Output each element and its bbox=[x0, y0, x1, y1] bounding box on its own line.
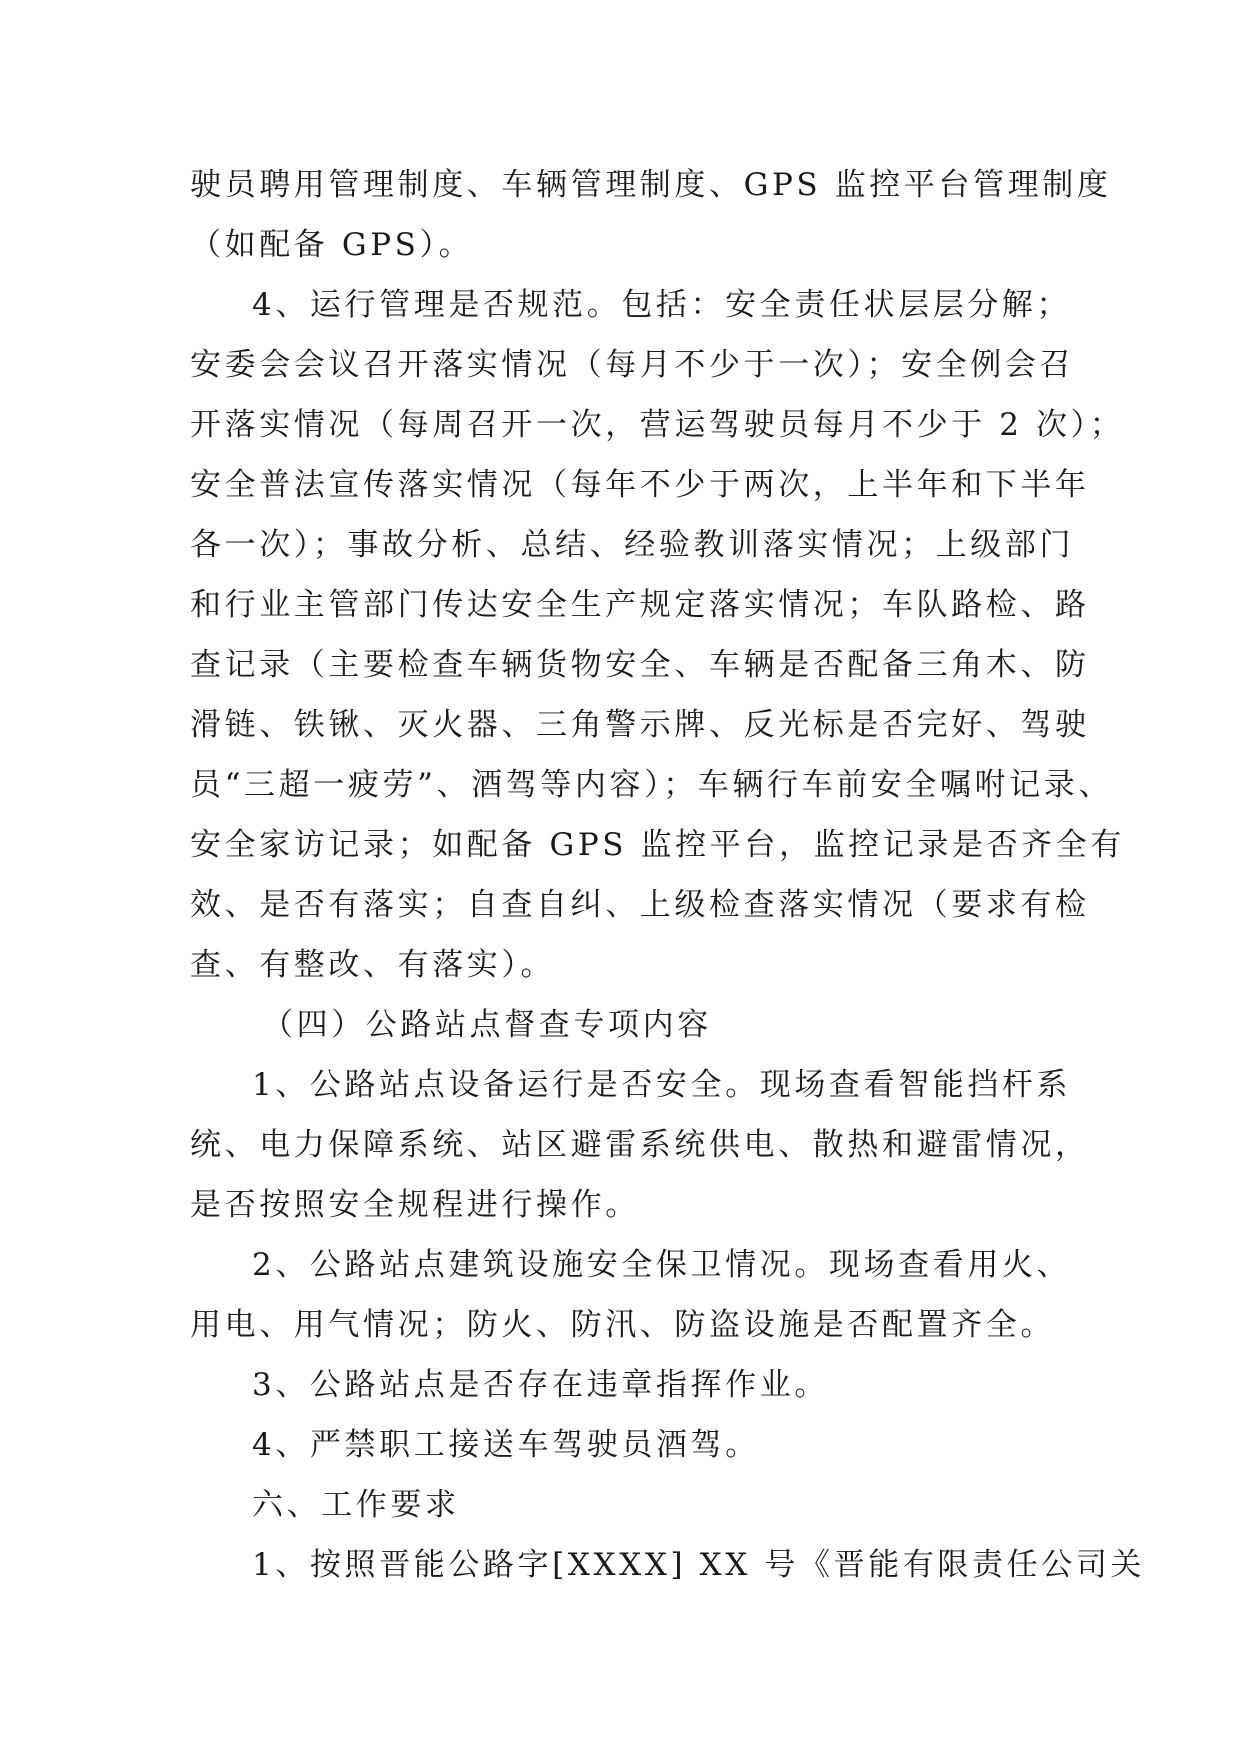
body-text-line: 效、是否有落实；自查自纠、上级检查落实情况（要求有检 bbox=[190, 887, 1090, 923]
body-text-line: 查、有整改、有落实）。 bbox=[190, 947, 556, 983]
body-text-line: 各一次）；事故分析、总结、经验教训落实情况；上级部门 bbox=[190, 527, 1075, 563]
section-heading: （四）公路站点督查专项内容 bbox=[262, 1007, 712, 1043]
body-text-line: 安全家访记录；如配备 GPS 监控平台，监控记录是否齐全有 bbox=[190, 827, 1125, 863]
body-text-line: 开落实情况（每周召开一次，营运驾驶员每月不少于 2 次）； bbox=[190, 407, 1125, 443]
body-text-line: 是否按照安全规程进行操作。 bbox=[190, 1187, 640, 1223]
body-text-line: 员“三超一疲劳”、酒驾等内容）；车辆行车前安全嘱咐记录、 bbox=[190, 767, 1113, 803]
body-text-line: 统、电力保障系统、站区避雷系统供电、散热和避雷情况， bbox=[190, 1127, 1090, 1163]
body-text-line: 安委会会议召开落实情况（每月不少于一次）；安全例会召 bbox=[190, 347, 1075, 383]
body-text-line: 用电、用气情况；防火、防汛、防盗设施是否配置齐全。 bbox=[190, 1307, 1055, 1343]
body-text-line: 驶员聘用管理制度、车辆管理制度、GPS 监控平台管理制度 bbox=[190, 167, 1112, 203]
paragraph-start-line: 2、公路站点建筑设施安全保卫情况。现场查看用火、 bbox=[252, 1247, 1072, 1283]
body-text-line: 滑链、铁锹、灭火器、三角警示牌、反光标是否完好、驾驶 bbox=[190, 707, 1090, 743]
body-text-line: 查记录（主要检查车辆货物安全、车辆是否配备三角木、防 bbox=[190, 647, 1090, 683]
body-text-line: （如配备 GPS）。 bbox=[190, 227, 474, 263]
paragraph-start-line: 4、运行管理是否规范。包括：安全责任状层层分解； bbox=[252, 287, 1072, 323]
paragraph-start-line: 3、公路站点是否存在违章指挥作业。 bbox=[252, 1367, 829, 1403]
paragraph-start-line: 4、严禁职工接送车驾驶员酒驾。 bbox=[252, 1427, 760, 1463]
paragraph-start-line: 1、按照晋能公路字[XXXX] XX 号《晋能有限责任公司关 bbox=[252, 1547, 1146, 1583]
section-heading: 六、工作要求 bbox=[252, 1487, 460, 1523]
body-text-line: 和行业主管部门传达安全生产规定落实情况；车队路检、路 bbox=[190, 587, 1090, 623]
paragraph-start-line: 1、公路站点设备运行是否安全。现场查看智能挡杆系 bbox=[252, 1067, 1072, 1103]
body-text-line: 安全普法宣传落实情况（每年不少于两次，上半年和下半年 bbox=[190, 467, 1090, 503]
